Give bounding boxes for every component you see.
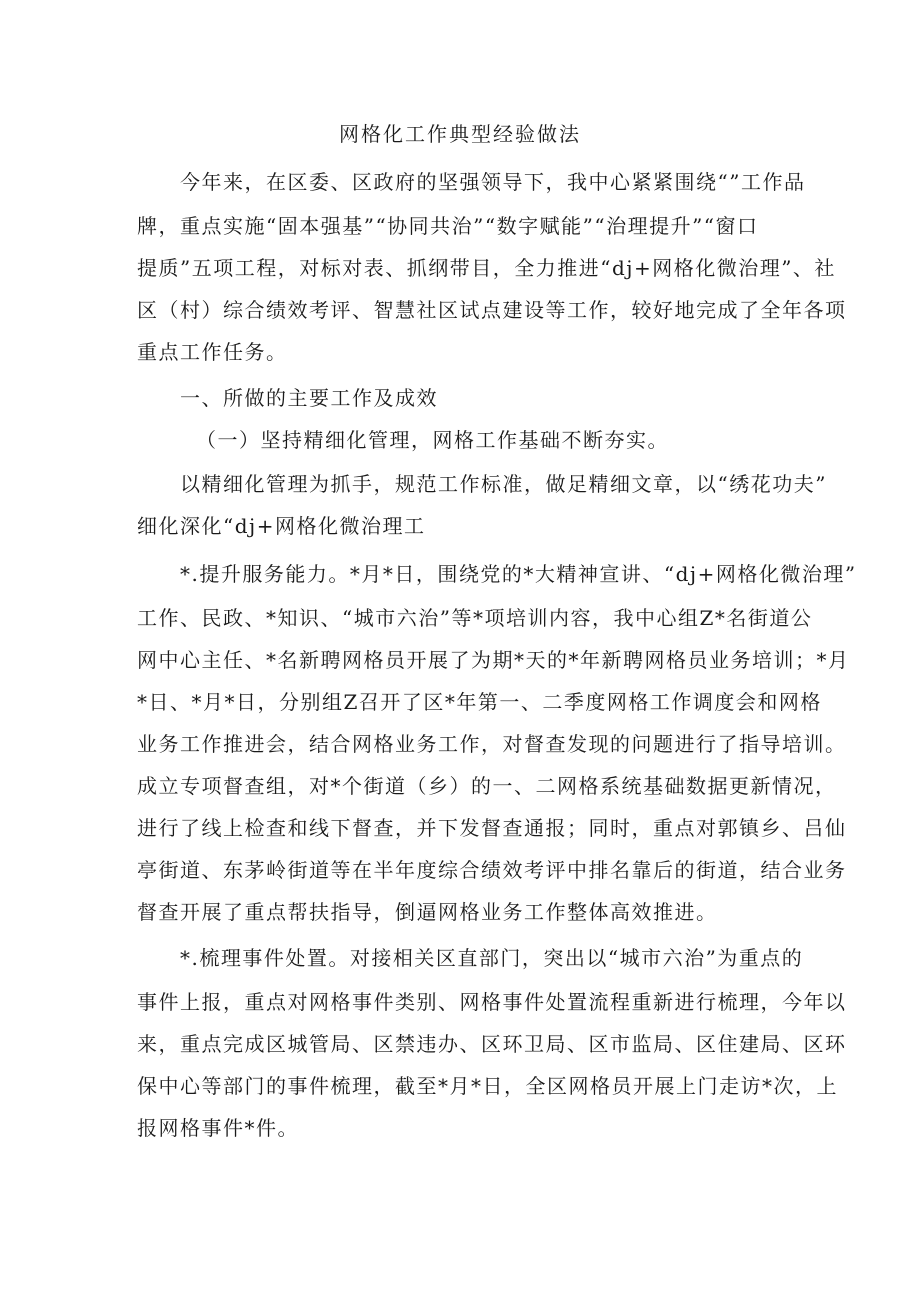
paragraph-line: 今年来，在区委、区政府的坚强领导下，我中心紧紧围绕“”工作品: [180, 170, 806, 194]
paragraph-line: 牌，重点实施“固本强基”“协同共治”“数字赋能”“治理提升”“窗口: [137, 214, 759, 238]
paragraph-line: 业务工作推进会，结合网格业务工作，对督查发现的问题进行了指导培训。: [137, 732, 847, 756]
paragraph-line: *.梳理事件处置。对接相关区直部门，突出以“城市六治”为重点的: [180, 946, 804, 970]
paragraph-line: 以精细化管理为抓手，规范工作标准，做足精细文章，以“绣花功夫”: [180, 472, 827, 496]
paragraph-line: 保中心等部门的事件梳理，截至*月*日，全区网格员开展上门走访*次，上: [137, 1074, 838, 1098]
paragraph-line: 督查开展了重点帮扶指导，倒逼网格业务工作整体高效推进。: [137, 900, 718, 924]
paragraph-line: 网中心主任、*名新聘网格员开展了为期*天的*年新聘网格员业务培训；*月: [137, 648, 850, 672]
paragraph-line: *.提升服务能力。*月*日，围绕党的*大精神宣讲、“dj+网格化微治理”: [180, 562, 857, 586]
paragraph-line: 事件上报，重点对网格事件类别、网格事件处置流程重新进行梳理，今年以: [137, 990, 847, 1014]
paragraph-line: 重点工作任务。: [137, 340, 288, 364]
paragraph-line: *日、*月*日，分别组Z召开了区*年第一、二季度网格工作调度会和网格: [137, 690, 822, 714]
paragraph-line: 工作、民政、*知识、“城市六治”等*项培训内容，我中心组Z*名街道公: [137, 606, 813, 630]
subsection-heading: （一）坚持精细化管理，网格工作基础不断夯实。: [196, 428, 669, 452]
paragraph-line: 成立专项督查组，对*个街道（乡）的一、二网格系统基础数据更新情况，: [137, 774, 837, 798]
paragraph-line: 提质”五项工程，对标对表、抓纲带目，全力推进“dj+网格化微治理”、社: [137, 256, 836, 280]
document-title: 网格化工作典型经验做法: [339, 122, 581, 146]
paragraph-line: 进行了线上检查和线下督查，并下发督查通报；同时，重点对郭镇乡、吕仙: [137, 816, 847, 840]
paragraph-line: 细化深化“dj+网格化微治理工: [137, 514, 426, 538]
paragraph-line: 来，重点完成区城管局、区禁违办、区环卫局、区市监局、区住建局、区环: [137, 1032, 847, 1056]
paragraph-line: 亭街道、东茅岭街道等在半年度综合绩效考评中排名靠后的街道，结合业务: [137, 858, 847, 882]
paragraph-line: 区（村）综合绩效考评、智慧社区试点建设等工作，较好地完成了全年各项: [137, 298, 847, 322]
section-heading: 一、所做的主要工作及成效: [180, 386, 438, 410]
paragraph-line: 报网格事件*件。: [137, 1116, 299, 1140]
